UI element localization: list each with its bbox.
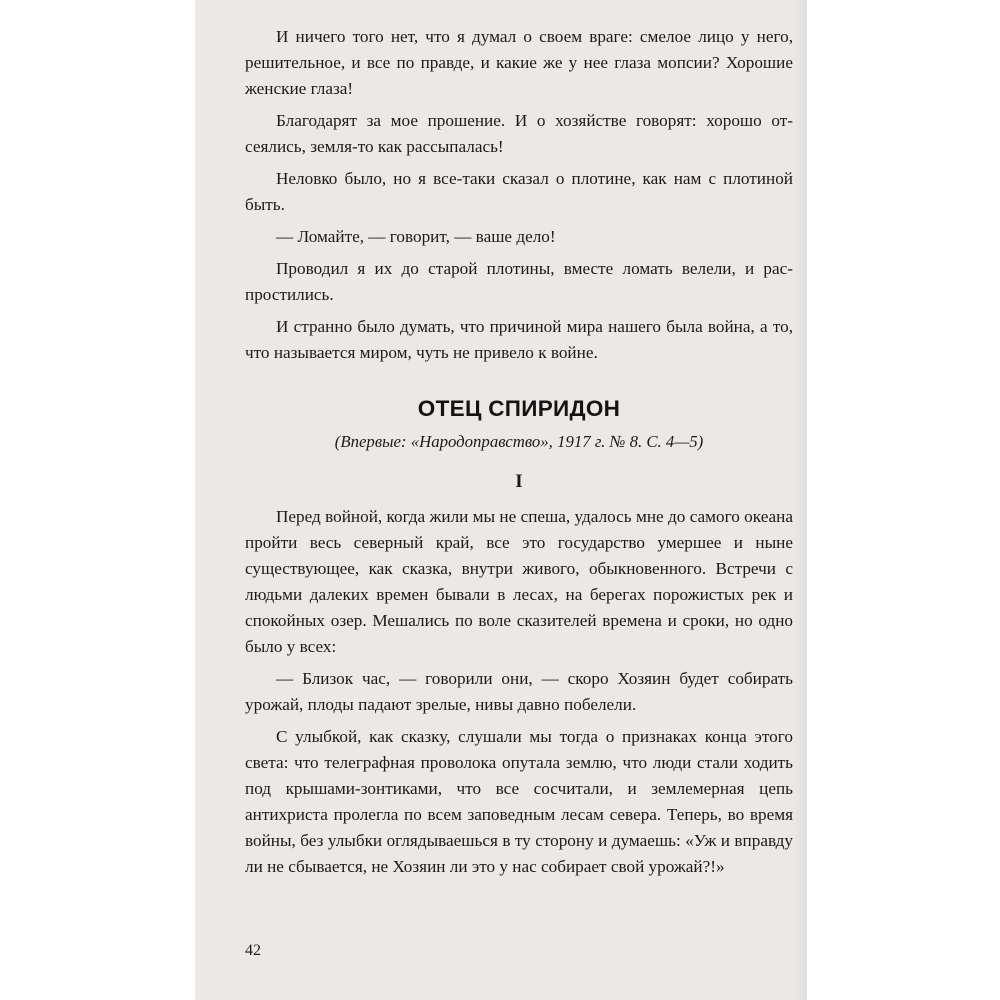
paragraph: И ничего того нет, что я думал о своем враге: смелое лицо у него, решительное, и все по правде, и какие же у нее глаза мопсии? Хорошие женские глаза! bbox=[245, 27, 793, 98]
paragraph: Перед войной, когда жили мы не спеша, удалось мне до самого океана пройти весь северный край, все это государство умершее и ныне существующее, как сказка, внутри живого, обыкновенного. Встречи с людьми далеких времен бывали в лесах, на берегах порожистых рек и спокойных озер. Мешались по воле сказителей времена и сроки, но одно было у всех: bbox=[245, 507, 793, 656]
paragraph: — Ломайте, — говорит, — ваше дело! bbox=[276, 227, 556, 246]
section-title: ОТЕЦ СПИРИДОН bbox=[417, 396, 621, 421]
paragraph: Благодарят за мое прошение. И о хозяйстве говорят: хорошо отсеялись, земля-то как рассыпалась! bbox=[245, 111, 793, 156]
paragraph: — Близок час, — говорили они, — скоро Хозяин будет собирать урожай, плоды падают зрелые, нивы давно побелели. bbox=[245, 669, 793, 714]
page-number: 42 bbox=[245, 942, 261, 959]
paragraph: И странно было думать, что причиной мира нашего была война, а то, что называется миром, чуть не привело к войне. bbox=[245, 317, 793, 362]
paragraph: С улыбкой, как сказку, слушали мы тогда о признаках конца этого света: что телеграфная проволока опутала землю, что люди стали ходить под крышами-зонтиками, что все сосчитали, и землемерная цепь антихриста пролегла по всем заповедным лесам севера. Теперь, во время войны, без улыбки оглядываешься в ту сторону и думаешь: «Уж и вправду ли не сбывается, не Хозяин ли это у нас собирает свой урожай?!» bbox=[245, 727, 793, 876]
paragraph: Неловко было, но я все-таки сказал о плотине, как нам с плотиной быть. bbox=[245, 169, 793, 214]
chapter-number: I bbox=[515, 471, 523, 492]
section-source-note: (Впервые: «Народоправство», 1917 г. № 8. С. 4—5) bbox=[334, 432, 704, 451]
paragraph: Проводил я их до старой плотины, вместе ломать велели, и распростились. bbox=[245, 259, 793, 304]
book-page bbox=[195, 0, 807, 1000]
page-edge-shadow bbox=[793, 0, 807, 1000]
page-text bbox=[245, 24, 793, 886]
